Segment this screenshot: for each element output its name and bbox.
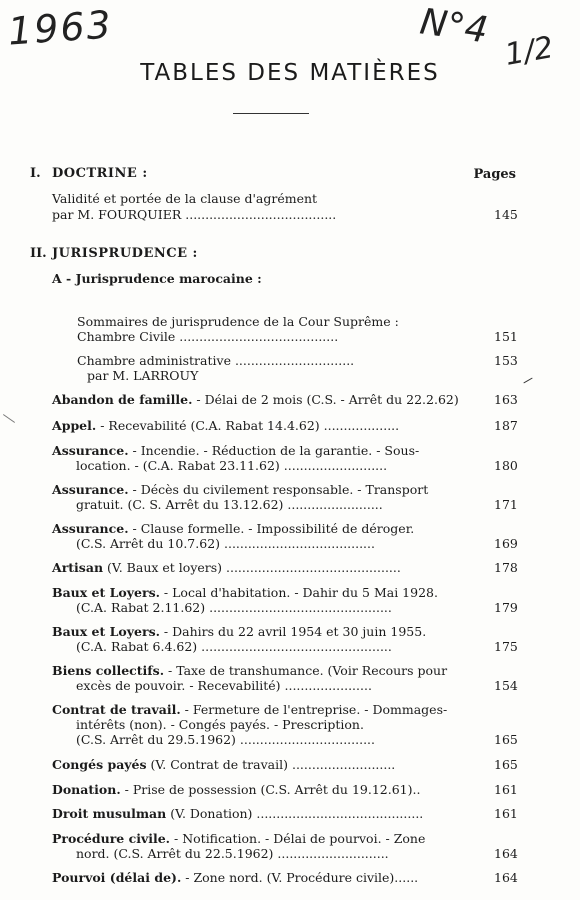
toc-entry-page: 187 [494, 418, 518, 433]
toc-entry [52, 585, 438, 600]
section-title-doctrine: DOCTRINE : [52, 166, 148, 181]
toc-entry-lead: Assurance. [52, 443, 129, 458]
toc-entry-text: - Taxe de transhumance. (Voir Recours pour [164, 663, 448, 678]
toc-entry [52, 757, 395, 772]
toc-entry-line: par M. LARROUY [87, 368, 199, 383]
toc-entry-lead: Congés payés [52, 757, 147, 772]
toc-entry-text: (V. Baux et loyers) ............................................ [103, 560, 401, 575]
toc-entry-line: intérêts (non). - Congés payés. - Prescription. [76, 717, 364, 732]
toc-entry-page: 164 [494, 846, 518, 861]
toc-entry-line: Sommaires de jurisprudence de la Cour Suprême : [77, 314, 399, 329]
section-number-jurisprudence: II. [30, 246, 47, 261]
subsection-title: A - Jurisprudence marocaine : [52, 271, 262, 286]
toc-entry-page: 161 [494, 782, 518, 797]
doctrine-line-1: Validité et portée de la clause d'agrément [52, 191, 318, 206]
toc-entry [52, 482, 428, 497]
toc-entry-text: (V. Contrat de travail) .......................... [146, 757, 396, 772]
toc-entry-text: - Recevabilité (C.A. Rabat 14.4.62) ................... [96, 418, 400, 433]
toc-entry [52, 624, 426, 639]
toc-entry [52, 782, 420, 797]
toc-entry [52, 870, 418, 885]
toc-entry-lead: Abandon de famille. [52, 392, 193, 407]
toc-entry [52, 663, 447, 678]
section-number-doctrine: I. [30, 166, 41, 181]
toc-entry-text: (V. Donation) .......................................... [166, 806, 424, 821]
toc-entry-lead: Contrat de travail. [52, 702, 181, 717]
toc-entry-page: 151 [494, 329, 518, 344]
toc-entry-line: (C.S. Arrêt du 29.5.1962) .................................. [76, 732, 375, 747]
toc-entry-page: 180 [494, 458, 518, 473]
toc-entry-page: 163 [494, 392, 518, 407]
toc-entry-page: 164 [494, 870, 518, 885]
doctrine-page: 145 [494, 207, 518, 222]
pages-column-header: Pages [473, 167, 516, 182]
toc-entry-lead: Assurance. [52, 482, 129, 497]
toc-entry-lead: Biens collectifs. [52, 663, 165, 678]
toc-entry-text: - Local d'habitation. - Dahir du 5 Mai 1928. [159, 585, 438, 600]
toc-entry-text: - Clause formelle. - Impossibilité de déroger. [128, 521, 415, 536]
toc-entry-line: excès de pouvoir. - Recevabilité) ...................... [76, 678, 372, 693]
page-title: TABLES DES MATIÈRES [140, 60, 440, 86]
toc-entry-lead: Pourvoi (délai de). [52, 870, 182, 885]
toc-entry-line: (C.A. Rabat 2.11.62) .............................................. [76, 600, 392, 615]
toc-entry [52, 806, 423, 821]
toc-entry-lead: Assurance. [52, 521, 129, 536]
toc-entry-lead: Donation. [52, 782, 121, 797]
margin-scratch [3, 414, 15, 423]
toc-entry-page: 171 [494, 497, 518, 512]
toc-entry-page: 165 [494, 732, 518, 747]
toc-entry-page: 165 [494, 757, 518, 772]
toc-entry-page: 178 [494, 560, 518, 575]
toc-entry-text: - Notification. - Délai de pourvoi. - Zone [170, 831, 426, 846]
toc-entry-lead: Artisan [52, 560, 104, 575]
handwritten-tick [523, 378, 532, 384]
toc-entry-text: - Zone nord. (V. Procédure civile)...... [181, 870, 419, 885]
toc-entry-page: 179 [494, 600, 518, 615]
toc-entry-text: - Prise de possession (C.S. Arrêt du 19.12.61).. [120, 782, 421, 797]
toc-entry-line: Chambre Civile ........................................ [77, 329, 339, 344]
handwritten-number: N°4 [417, 1, 491, 52]
toc-entry [52, 392, 459, 407]
toc-entry-line: (C.S. Arrêt du 10.7.62) ...................................... [76, 536, 375, 551]
toc-entry-text: - Incendie. - Réduction de la garantie. - Sous- [128, 443, 420, 458]
toc-entry-page: 169 [494, 536, 518, 551]
toc-entry-lead: Appel. [52, 418, 97, 433]
toc-entry [52, 418, 399, 433]
toc-entry-line: location. - (C.A. Rabat 23.11.62) .......................... [76, 458, 388, 473]
toc-entry-lead: Procédure civile. [52, 831, 171, 846]
toc-entry-line: (C.A. Rabat 6.4.62) ................................................ [76, 639, 392, 654]
toc-entry-lead: Baux et Loyers. [52, 585, 160, 600]
toc-entry-text: - Dahirs du 22 avril 1954 et 30 juin 1955. [159, 624, 427, 639]
title-underline [233, 113, 309, 114]
toc-entry-line: nord. (C.S. Arrêt du 22.5.1962) ............................ [76, 846, 389, 861]
toc-entry-text: - Décès du civilement responsable. - Transport [128, 482, 429, 497]
toc-entry-line: gratuit. (C. S. Arrêt du 13.12.62) ........................ [76, 497, 383, 512]
toc-entry [52, 443, 419, 458]
handwritten-fraction: 1/2 [502, 30, 556, 73]
toc-entry-page: 175 [494, 639, 518, 654]
toc-entry-page: 154 [494, 678, 518, 693]
toc-entry [52, 560, 401, 575]
handwritten-year: 1963 [6, 2, 115, 54]
toc-entry-text: - Fermeture de l'entreprise. - Dommages- [180, 702, 448, 717]
toc-entry-lead: Baux et Loyers. [52, 624, 160, 639]
toc-entry [52, 521, 414, 536]
toc-entry-line: Chambre administrative .............................. [77, 353, 355, 368]
toc-entry-page: 153 [494, 353, 518, 368]
section-title-jurisprudence: JURISPRUDENCE : [52, 246, 198, 261]
toc-entry-lead: Droit musulman [52, 806, 167, 821]
toc-entry-page: 161 [494, 806, 518, 821]
toc-entry-text: - Délai de 2 mois (C.S. - Arrêt du 22.2.62) [192, 392, 459, 407]
toc-entry [52, 831, 425, 846]
toc-entry [52, 702, 447, 717]
doctrine-line-2: par M. FOURQUIER ...................................... [52, 207, 337, 222]
